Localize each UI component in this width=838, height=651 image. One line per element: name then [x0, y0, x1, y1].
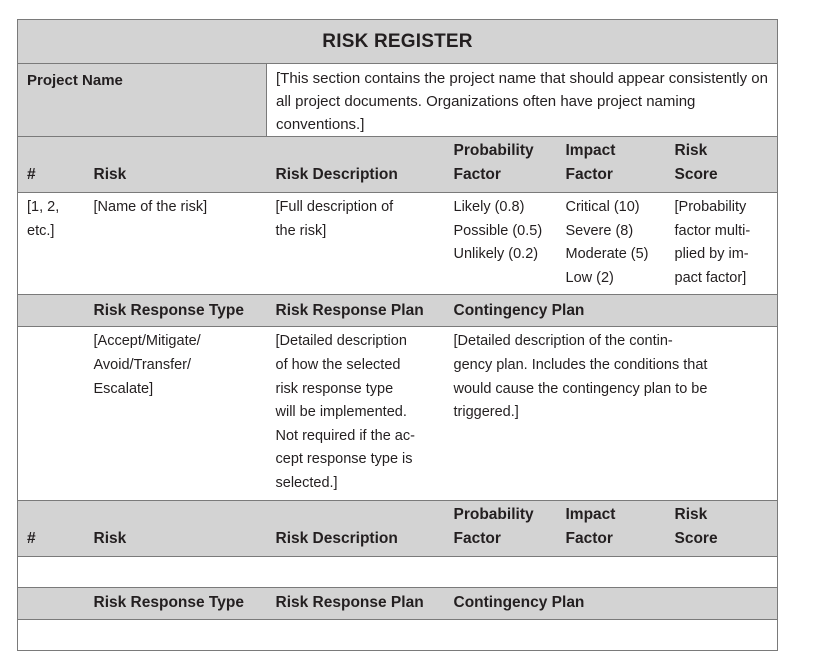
response-plan-cell: [Detailed description of how the selected risk response type will be implemented. Not required if the ac- cept response type is selected.] — [267, 327, 445, 500]
col-risk-description-header: Risk Description — [267, 500, 445, 556]
project-name-label: Project Name — [18, 64, 267, 137]
col-score-header: Risk Score — [666, 137, 778, 193]
empty-response-cell[interactable] — [18, 619, 778, 650]
risk-example-row — [18, 193, 778, 295]
risk-description-cell: [Full description of the risk] — [267, 193, 445, 295]
response-example-row — [18, 327, 778, 500]
risk-name-cell: [Name of the risk] — [85, 193, 267, 295]
col-impact-header: Impact Factor — [557, 500, 666, 556]
col-score-header: Risk Score — [666, 500, 778, 556]
empty-response-row[interactable] — [18, 619, 778, 650]
probability-cell: Likely (0.8) Possible (0.5) Unlikely (0.2) — [445, 193, 557, 295]
risk-register-table — [17, 19, 778, 651]
contingency-plan-cell: [Detailed description of the contin- gency plan. Includes the conditions that would cause the contingency plan to be triggered.] — [445, 327, 778, 500]
risk-header-row — [18, 137, 778, 193]
project-name-text: [This section contains the project name that should appear consistently on all project documents. Organizations often have project naming conventions.] — [267, 64, 778, 137]
empty-risk-cell[interactable] — [18, 556, 778, 587]
col-response-plan-header: Risk Response Plan — [267, 295, 445, 327]
col-probability-header: Probability Factor — [445, 137, 557, 193]
col-impact-header: Impact Factor — [557, 137, 666, 193]
col-number-header: # — [18, 137, 85, 193]
response-header-row-2 — [18, 587, 778, 619]
col-number-header: # — [18, 500, 85, 556]
empty-risk-row[interactable] — [18, 556, 778, 587]
impact-cell: Critical (10) Severe (8) Moderate (5) Low (2) — [557, 193, 666, 295]
col-risk-description-header: Risk Description — [267, 137, 445, 193]
col-probability-header: Probability Factor — [445, 500, 557, 556]
col-response-type-header: Risk Response Type — [85, 295, 267, 327]
col-risk-header: Risk — [85, 137, 267, 193]
risk-register — [17, 19, 777, 651]
col-risk-header: Risk — [85, 500, 267, 556]
col-contingency-plan-header: Contingency Plan — [445, 587, 778, 619]
register-title: RISK REGISTER — [18, 20, 778, 64]
col-contingency-plan-header: Contingency Plan — [445, 295, 778, 327]
risk-number-cell: [1, 2, etc.] — [18, 193, 85, 295]
col-response-plan-header: Risk Response Plan — [267, 587, 445, 619]
col-response-type-header: Risk Response Type — [85, 587, 267, 619]
score-cell: [Probability factor multi- plied by im- pact factor] — [666, 193, 778, 295]
risk-header-row-2 — [18, 500, 778, 556]
response-header-row — [18, 295, 778, 327]
response-type-cell: [Accept/Mitigate/ Avoid/Transfer/ Escalate] — [85, 327, 267, 500]
